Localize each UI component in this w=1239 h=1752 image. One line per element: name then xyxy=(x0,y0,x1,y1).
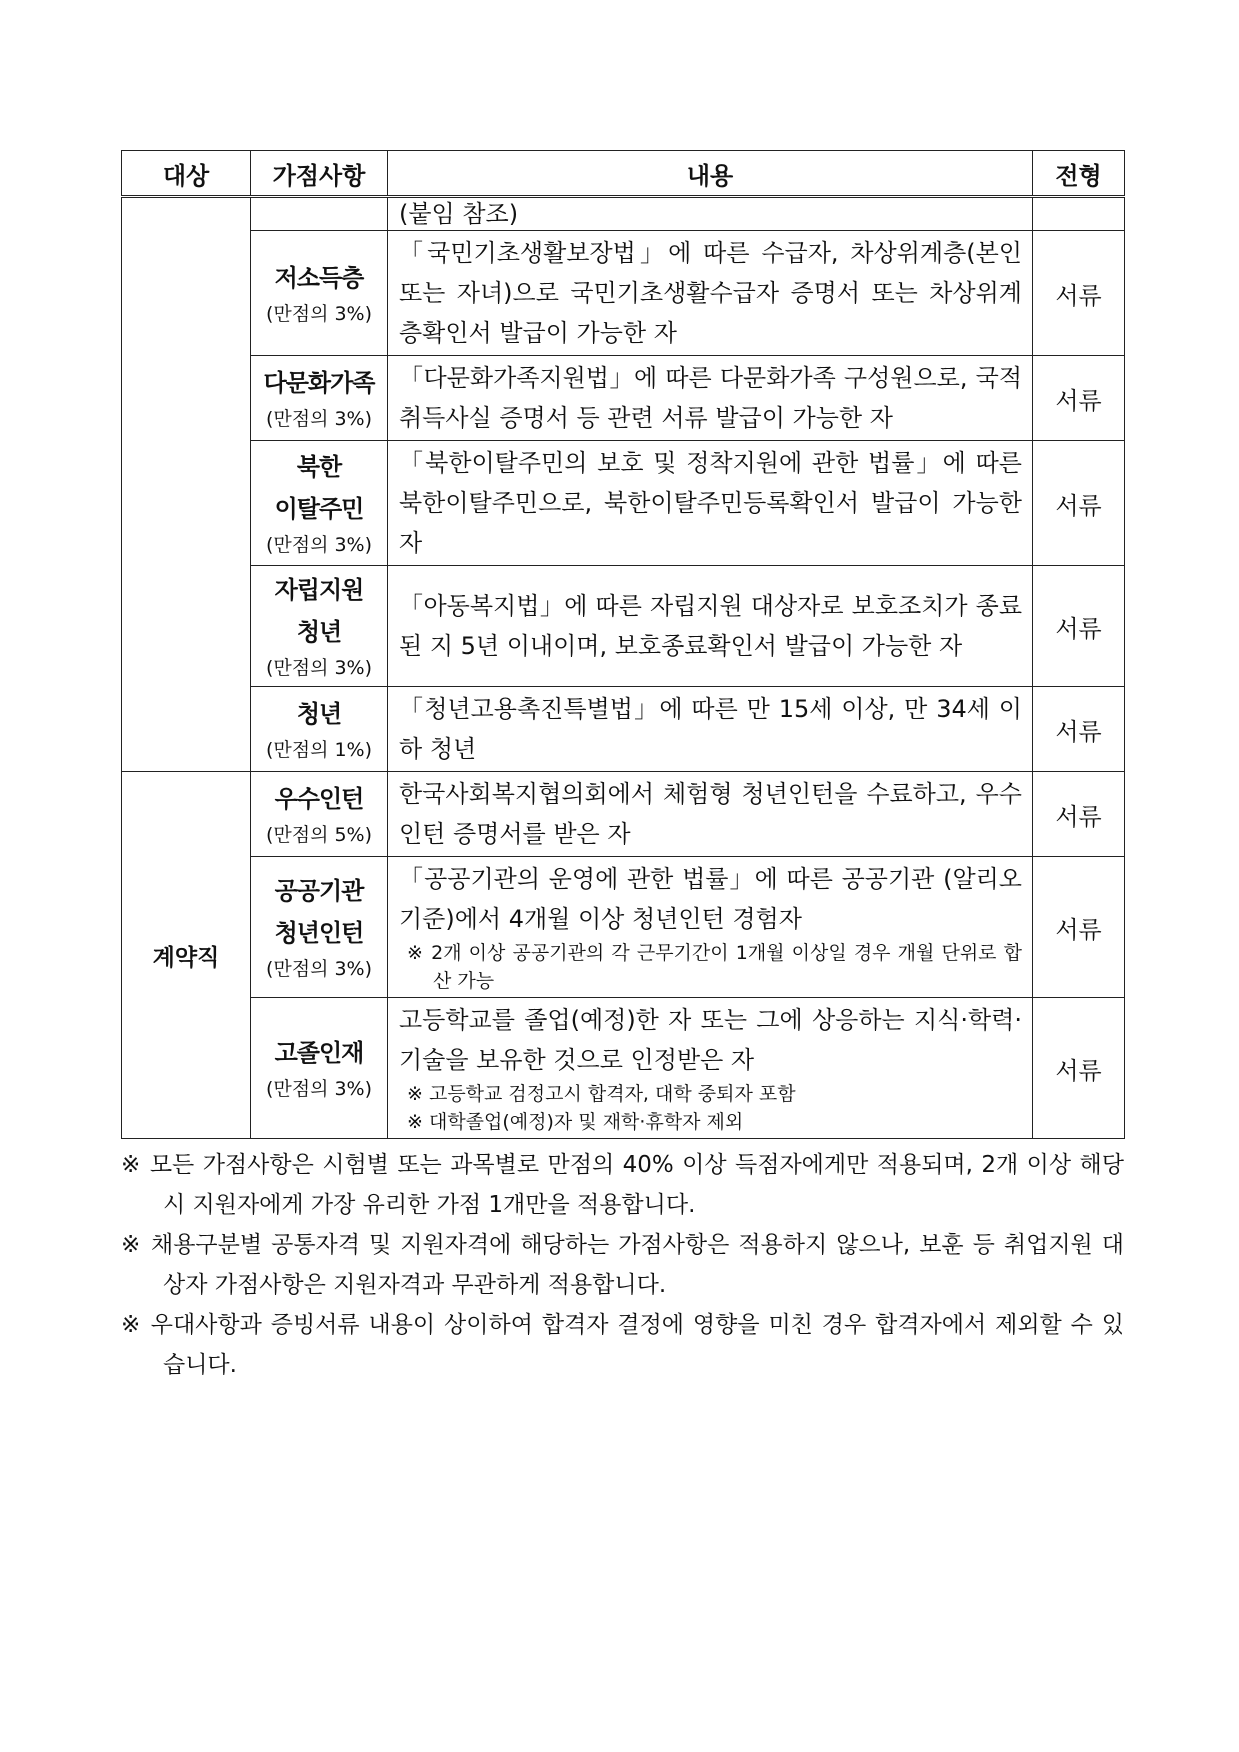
item-weight: (만점의 3%) xyxy=(265,534,373,556)
table-row xyxy=(122,566,1125,687)
screening-type: 서류 xyxy=(1033,772,1125,857)
item-cell xyxy=(251,356,388,441)
continuation-row xyxy=(122,197,1125,231)
bonus-points-table xyxy=(121,150,1125,1139)
continuation-item-cell xyxy=(251,197,388,231)
item-weight: (만점의 3%) xyxy=(265,1078,373,1100)
content-cell xyxy=(388,441,1033,566)
screening-type: 서류 xyxy=(1033,687,1125,772)
header-item: 가점사항 xyxy=(251,151,388,197)
group-cell-continued xyxy=(122,197,251,772)
item-cell xyxy=(251,857,388,998)
footnote: ※ 채용구분별 공통자격 및 지원자격에 해당하는 가점사항은 적용하지 않으나, 보훈 등 취업지원 대상자 가점사항은 지원자격과 무관하게 적용합니다. xyxy=(121,1232,1124,1298)
table-row xyxy=(122,772,1125,857)
item-cell xyxy=(251,231,388,356)
item-cell xyxy=(251,687,388,772)
item-name: 자립지원 xyxy=(274,576,364,604)
table-header-row xyxy=(122,151,1125,197)
item-name: 청년인턴 xyxy=(274,919,364,947)
content-text: 「공공기관의 운영에 관한 법률」에 따른 공공기관 (알리오 기준)에서 4개월 이상 청년인턴 경험자 xyxy=(399,865,1022,933)
item-name: 청년 xyxy=(296,700,342,728)
item-name: 고졸인재 xyxy=(274,1039,364,1067)
screening-type: 서류 xyxy=(1033,441,1125,566)
item-name: 다문화가족 xyxy=(263,369,375,397)
content-cell xyxy=(388,356,1033,441)
content-cell xyxy=(388,687,1033,772)
document-sheet xyxy=(121,150,1124,1385)
continuation-type-cell xyxy=(1033,197,1125,231)
content-text: 「북한이탈주민의 보호 및 정착지원에 관한 법률」에 따른 북한이탈주민으로, 북한이탈주민등록확인서 발급이 가능한 자 xyxy=(399,449,1022,557)
group-contract: 계약직 xyxy=(122,772,251,1139)
item-cell xyxy=(251,566,388,687)
content-note: ※ 고등학교 검정고시 합격자, 대학 중퇴자 포함 xyxy=(407,1083,796,1105)
item-name: 이탈주민 xyxy=(274,495,364,523)
item-weight: (만점의 3%) xyxy=(265,657,373,679)
screening-type: 서류 xyxy=(1033,356,1125,441)
content-cell xyxy=(388,231,1033,356)
content-cell xyxy=(388,566,1033,687)
table-row xyxy=(122,998,1125,1139)
table-row xyxy=(122,857,1125,998)
item-name: 저소득층 xyxy=(274,264,364,292)
item-name: 우수인턴 xyxy=(274,785,364,813)
item-name: 북한 xyxy=(296,453,342,481)
screening-type: 서류 xyxy=(1033,998,1125,1139)
item-weight: (만점의 3%) xyxy=(265,958,373,980)
content-cell xyxy=(388,998,1033,1139)
table-row xyxy=(122,687,1125,772)
table-row xyxy=(122,441,1125,566)
table-row xyxy=(122,231,1125,356)
content-text: 고등학교를 졸업(예정)한 자 또는 그에 상응하는 지식·학력·기술을 보유한 것으로 인정받은 자 xyxy=(399,1006,1022,1074)
content-cell xyxy=(388,857,1033,998)
footnote: ※ 우대사항과 증빙서류 내용이 상이하여 합격자 결정에 영향을 미친 경우 합격자에서 제외할 수 있습니다. xyxy=(121,1312,1124,1378)
item-weight: (만점의 3%) xyxy=(265,408,373,430)
item-cell xyxy=(251,441,388,566)
content-text: 「아동복지법」에 따른 자립지원 대상자로 보호조치가 종료된 지 5년 이내이며, 보호종료확인서 발급이 가능한 자 xyxy=(399,592,1022,660)
footnote: ※ 모든 가점사항은 시험별 또는 과목별로 만점의 40% 이상 득점자에게만 적용되며, 2개 이상 해당 시 지원자에게 가장 유리한 가점 1개만을 적용합니다. xyxy=(121,1152,1124,1218)
content-text: 「청년고용촉진특별법」에 따른 만 15세 이상, 만 34세 이하 청년 xyxy=(399,695,1022,763)
content-cell xyxy=(388,772,1033,857)
item-cell xyxy=(251,772,388,857)
item-weight: (만점의 3%) xyxy=(265,303,373,325)
content-note: ※ 대학졸업(예정)자 및 재학·휴학자 제외 xyxy=(407,1111,744,1133)
header-type: 전형 xyxy=(1033,151,1125,197)
table-row xyxy=(122,356,1125,441)
footnotes xyxy=(121,1145,1124,1385)
header-target: 대상 xyxy=(122,151,251,197)
item-name: 공공기관 xyxy=(274,877,364,905)
header-content: 내용 xyxy=(388,151,1033,197)
item-weight: (만점의 5%) xyxy=(265,824,373,846)
screening-type: 서류 xyxy=(1033,857,1125,998)
content-note: ※ 2개 이상 공공기관의 각 근무기간이 1개월 이상일 경우 개월 단위로 합산 가능 xyxy=(407,942,1022,992)
item-cell xyxy=(251,998,388,1139)
content-text: 「다문화가족지원법」에 따른 다문화가족 구성원으로, 국적 취득사실 증명서 등 관련 서류 발급이 가능한 자 xyxy=(399,364,1022,432)
item-name: 청년 xyxy=(296,618,342,646)
continuation-content: (붙임 참조) xyxy=(388,197,1033,231)
item-weight: (만점의 1%) xyxy=(265,739,373,761)
screening-type: 서류 xyxy=(1033,231,1125,356)
screening-type: 서류 xyxy=(1033,566,1125,687)
content-text: 「국민기초생활보장법」에 따른 수급자, 차상위계층(본인 또는 자녀)으로 국민기초생활수급자 증명서 또는 차상위계층확인서 발급이 가능한 자 xyxy=(399,239,1022,347)
content-text: 한국사회복지협의회에서 체험형 청년인턴을 수료하고, 우수인턴 증명서를 받은 자 xyxy=(399,780,1022,848)
